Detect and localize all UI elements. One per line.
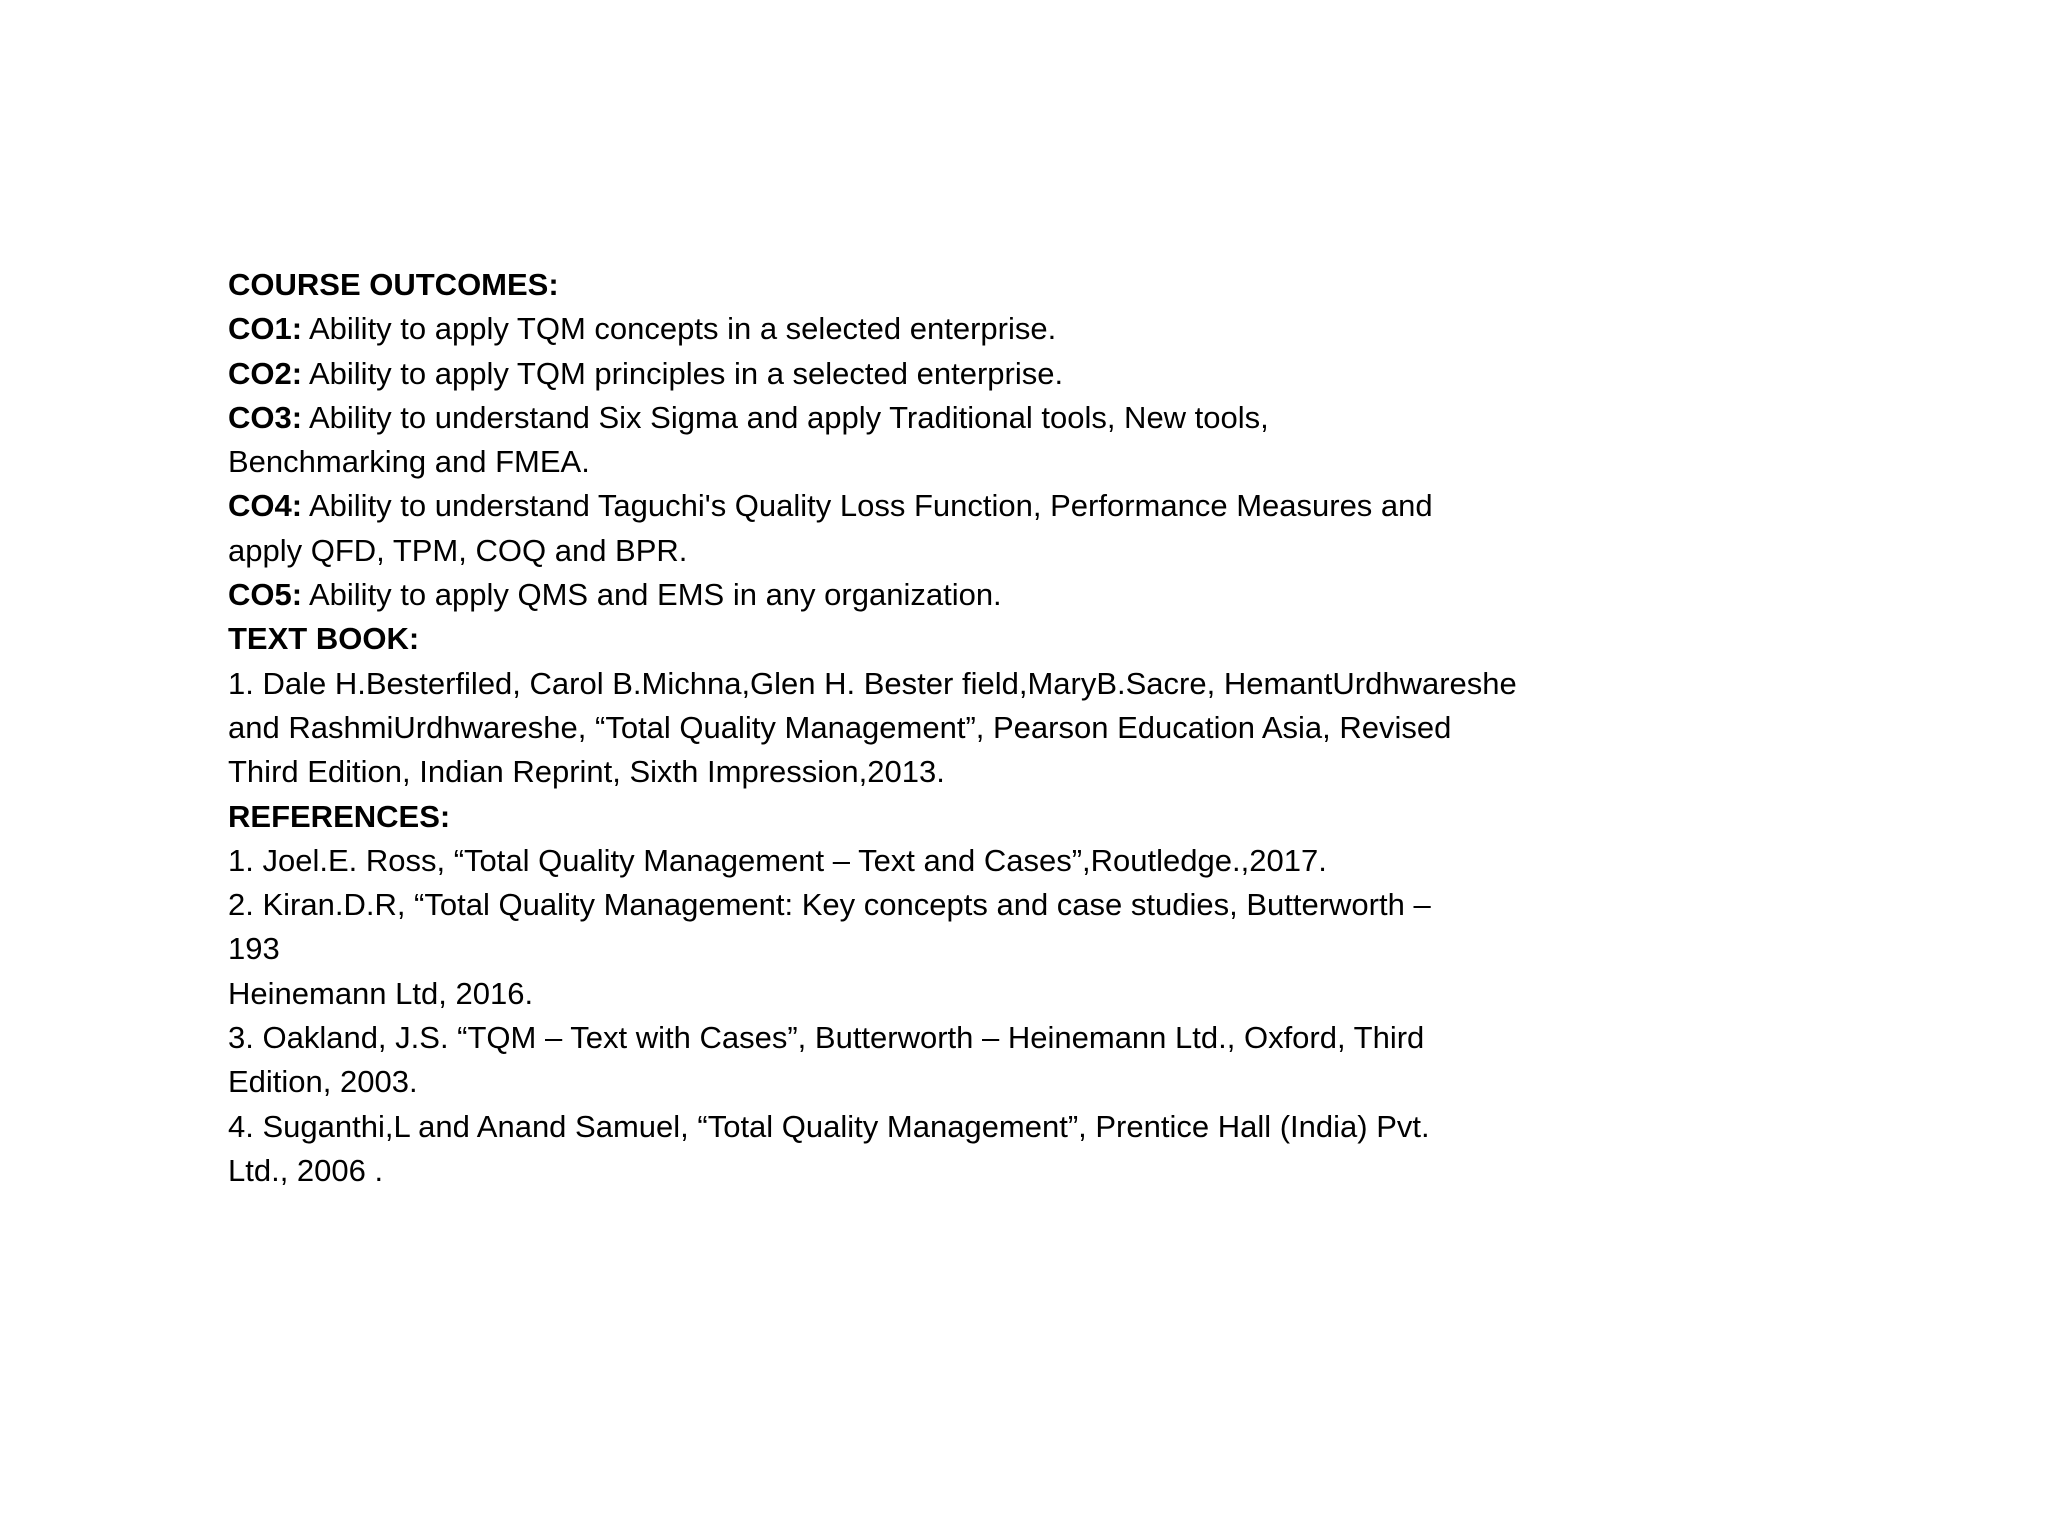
co-text: Ability to apply QMS and EMS in any organization. <box>308 577 1002 613</box>
reference-line: 3. Oakland, J.S. “TQM – Text with Cases”, Butterworth – Heinemann Ltd., Oxford, Third <box>228 1020 1425 1056</box>
reference-line: Edition, 2003. <box>228 1064 418 1100</box>
co-code: CO1: <box>228 311 303 347</box>
co-text: Ability to apply TQM principles in a selected enterprise. <box>308 355 1064 391</box>
reference-line: 4. Suganthi,L and Anand Samuel, “Total Quality Management”, Prentice Hall (India) Pvt. <box>228 1108 1430 1144</box>
page-number: 193 <box>228 931 280 967</box>
document-page <box>228 263 1928 1193</box>
text-book-line: Third Edition, Indian Reprint, Sixth Impression,2013. <box>228 754 945 790</box>
co-code: CO4: <box>228 488 303 524</box>
course-outcome-co1 <box>228 307 1928 351</box>
text-book-line: 1. Dale H.Besterfiled, Carol B.Michna,Glen H. Bester field,MaryB.Sacre, HemantUrdhwareshe <box>228 665 1517 701</box>
text-book-heading: TEXT BOOK: <box>228 621 420 657</box>
course-outcome-co3-continued: Benchmarking and FMEA. <box>228 444 590 480</box>
references-heading: REFERENCES: <box>228 798 451 834</box>
course-outcome-co3 <box>228 396 1928 440</box>
co-code: CO5: <box>228 577 303 613</box>
co-code: CO3: <box>228 399 303 435</box>
reference-line: Heinemann Ltd, 2016. <box>228 975 534 1011</box>
co-text: Ability to understand Taguchi's Quality Loss Function, Performance Measures and <box>308 488 1433 524</box>
co-text: Ability to apply TQM concepts in a selected enterprise. <box>308 311 1057 347</box>
reference-line: 2. Kiran.D.R, “Total Quality Management: Key concepts and case studies, Butterworth – <box>228 887 1431 923</box>
reference-line: 1. Joel.E. Ross, “Total Quality Management – Text and Cases”,Routledge.,2017. <box>228 842 1327 878</box>
course-outcome-co5 <box>228 573 1928 617</box>
co-code: CO2: <box>228 355 303 391</box>
text-book-line: and RashmiUrdhwareshe, “Total Quality Management”, Pearson Education Asia, Revised <box>228 709 1452 745</box>
course-outcome-co2 <box>228 352 1928 396</box>
course-outcome-co4-continued: apply QFD, TPM, COQ and BPR. <box>228 532 688 568</box>
course-outcome-co4 <box>228 484 1928 528</box>
reference-line: Ltd., 2006 . <box>228 1152 384 1188</box>
co-text: Ability to understand Six Sigma and apply Traditional tools, New tools, <box>308 399 1269 435</box>
course-outcomes-heading: COURSE OUTCOMES: <box>228 267 559 302</box>
